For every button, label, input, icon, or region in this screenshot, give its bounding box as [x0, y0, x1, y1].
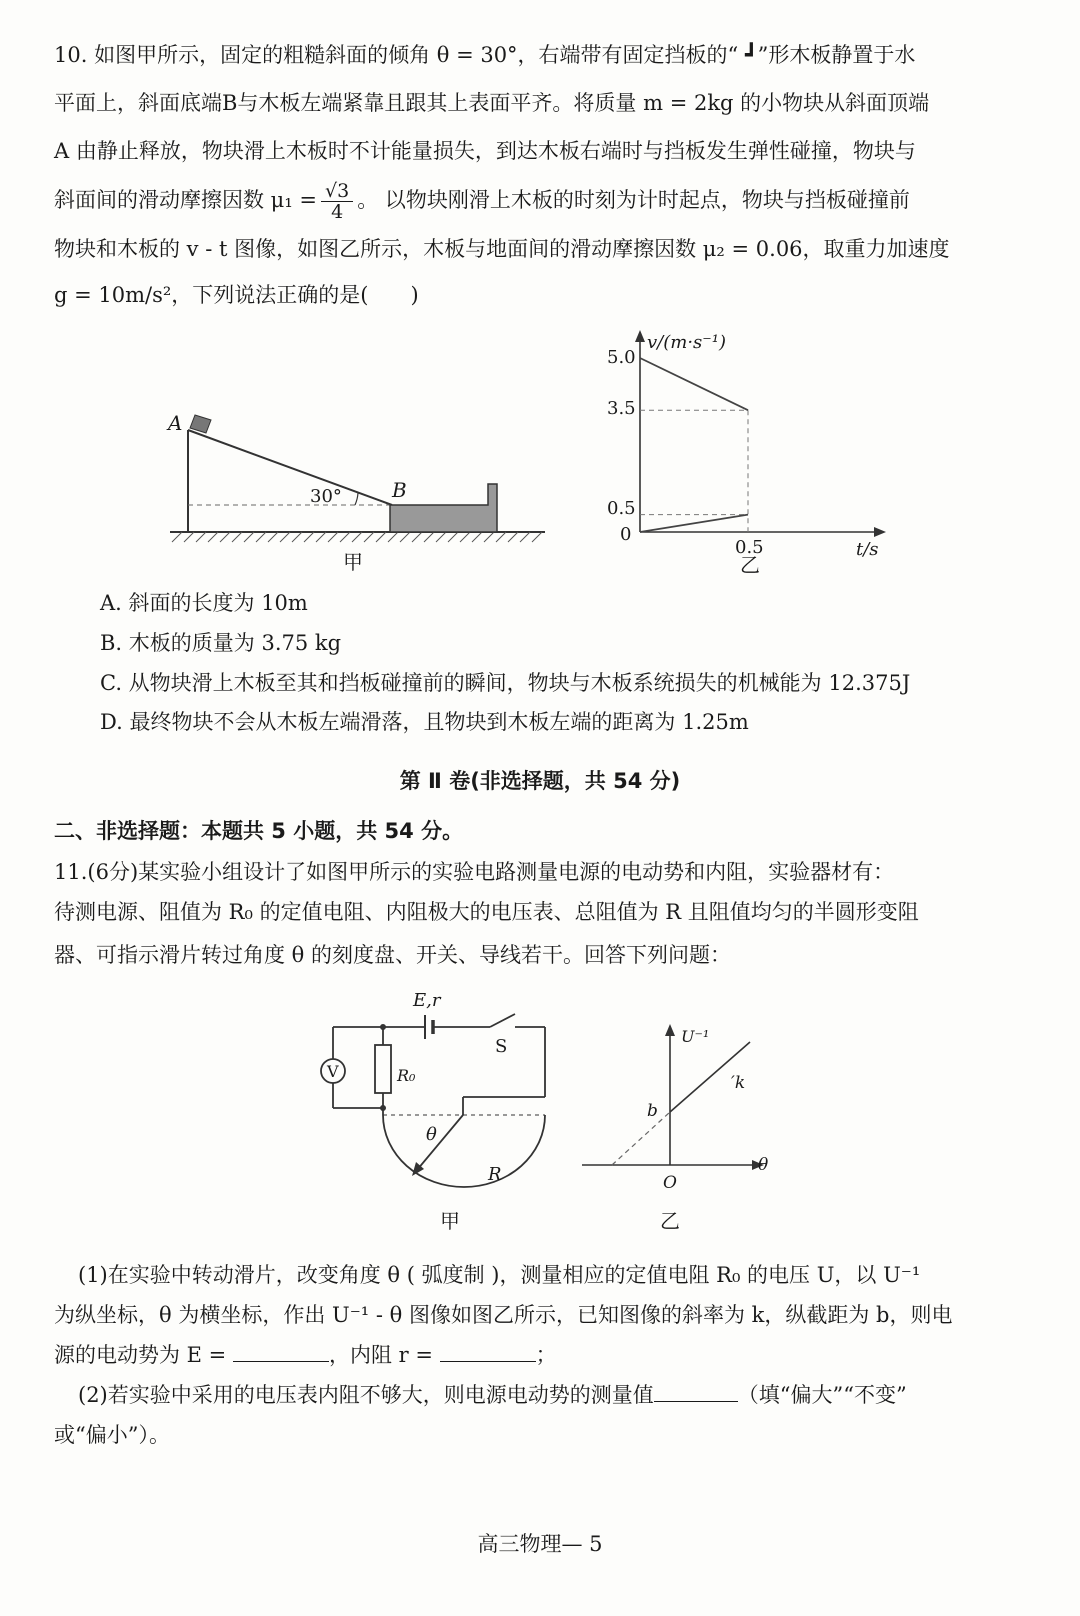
q10-line-4-prefix: 斜面间的滑动摩擦因数 μ₁ = [54, 188, 318, 212]
section-heading: 二、非选择题：本题共 5 小题，共 54 分。 [54, 819, 464, 843]
mu1-numerator: √3 [321, 181, 353, 202]
q11-sub1-line-2: 为纵坐标，θ 为横坐标，作出 U⁻¹ - θ 图像如图乙所示，已知图像的斜率为 k，纵截距为 b，则电 [54, 1303, 953, 1327]
fig-jia-caption: 甲 [343, 550, 363, 574]
q11-sub1-part-a: 源的电动势为 E = [54, 1343, 227, 1367]
mu1-denominator: 4 [331, 201, 344, 223]
label-theta: θ [426, 1124, 437, 1145]
q11-sub2-line-2: 或“偏小”）。 [54, 1423, 170, 1447]
q10-line-1: 10. 如图甲所示，固定的粗糙斜面的倾角 θ = 30°，右端带有固定挡板的“ ┛”形木板静置于水 [54, 43, 916, 67]
answer-blank-r[interactable] [440, 1341, 536, 1362]
ut-caption: 乙 [660, 1209, 680, 1233]
q10-option-a: A. 斜面的长度为 10m [100, 591, 308, 615]
label-B: B [392, 478, 407, 502]
vt-caption: 乙 [740, 553, 760, 577]
q10-line-2: 平面上，斜面底端B与木板左端紧靠且跟其上表面平齐。将质量 m = 2kg 的小物块从斜面顶端 [54, 91, 930, 115]
answer-blank-measurement[interactable] [654, 1381, 738, 1402]
ut-y-label: U⁻¹ [681, 1027, 710, 1046]
q11-sub2-part-a: (2)若实验中采用的电压表内阻不够大，则电源电动势的测量值 [78, 1383, 654, 1407]
label-S: S [495, 1036, 508, 1057]
vt-y-tick-1: 5.0 [607, 347, 636, 368]
q10-option-d: D. 最终物块不会从木板左端滑落，且物块到木板左端的距离为 1.25m [100, 710, 749, 734]
label-R: R [488, 1164, 502, 1185]
vt-origin: 0 [620, 524, 632, 545]
page-footer: 高三物理— 5 [477, 1532, 603, 1556]
ut-slope-k: k [734, 1073, 746, 1093]
q10-option-c: C. 从物块滑上木板至其和挡板碰撞前的瞬间，物块与木板系统损失的机械能为 12.375J [100, 671, 911, 695]
q10-line-6: g = 10m/s²，下列说法正确的是( ) [54, 283, 419, 307]
q10-line-4-suffix: 以物块刚滑上木板的时刻为计时起点，物块与挡板碰撞前 [384, 188, 910, 212]
section-title: 第 Ⅱ 卷(非选择题，共 54 分) [399, 769, 681, 793]
q11-sub1-line-3 [54, 1340, 1028, 1370]
label-Er: E,r [413, 990, 441, 1011]
q10-frac-after: 。 [357, 188, 379, 212]
q11-sub1-line-1: (1)在实验中转动滑片，改变角度 θ ( 弧度制 )，测量相应的定值电阻 R₀ 的电压 U，以 U⁻¹ [78, 1263, 921, 1287]
label-A: A [168, 411, 183, 435]
q11-line-2: 待测电源、阻值为 R₀ 的定值电阻、内阻极大的电压表、总阻值为 R 且阻值均匀的半圆形变阻 [54, 900, 919, 924]
ut-slope: ′k [731, 1073, 746, 1093]
vt-y-tick-3: 0.5 [607, 498, 636, 519]
ut-intercept: b [647, 1101, 658, 1121]
label-R0: R₀ [397, 1066, 416, 1085]
vt-x-label: t/s [856, 539, 879, 560]
q11-sub2-line-1 [78, 1380, 1028, 1410]
q11-sub2-part-b: （填“偏大”“不变” [737, 1383, 907, 1407]
q10-line-5: 物块和木板的 v - t 图像，如图乙所示，木板与地面间的滑动摩擦因数 μ₂ = 0.06，取重力加速度 [54, 237, 950, 261]
vt-y-tick-2: 3.5 [607, 398, 636, 419]
vt-y-label: v/(m·s⁻¹) [647, 332, 727, 353]
ut-extrapolation [612, 1112, 670, 1165]
q11-line-1: 11.(6分)某实验小组设计了如图甲所示的实验电路测量电源的电动势和内阻，实验器材有： [54, 860, 895, 884]
circuit-caption: 甲 [440, 1209, 460, 1233]
q10-line-3: A 由静止释放，物块滑上木板时不计能量损失，到达木板右端时与挡板发生弹性碰撞，物块与 [54, 139, 916, 163]
ut-y-arrow [665, 1024, 675, 1036]
q11-sub1-part-b: ，内阻 r = [328, 1343, 433, 1367]
vt-x-tick: 0.5 [735, 537, 764, 558]
q11-sub1-part-c: ； [535, 1343, 557, 1367]
q10-option-b: B. 木板的质量为 3.75 kg [100, 631, 342, 655]
angle-label: 30° [310, 486, 342, 507]
answer-blank-E[interactable] [233, 1341, 329, 1362]
q11-line-3: 器、可指示滑片转过角度 θ 的刻度盘、开关、导线若干。回答下列问题： [54, 943, 731, 967]
ut-origin: O [663, 1173, 677, 1193]
label-V: V [327, 1062, 339, 1081]
ut-x-label: θ [758, 1155, 769, 1175]
